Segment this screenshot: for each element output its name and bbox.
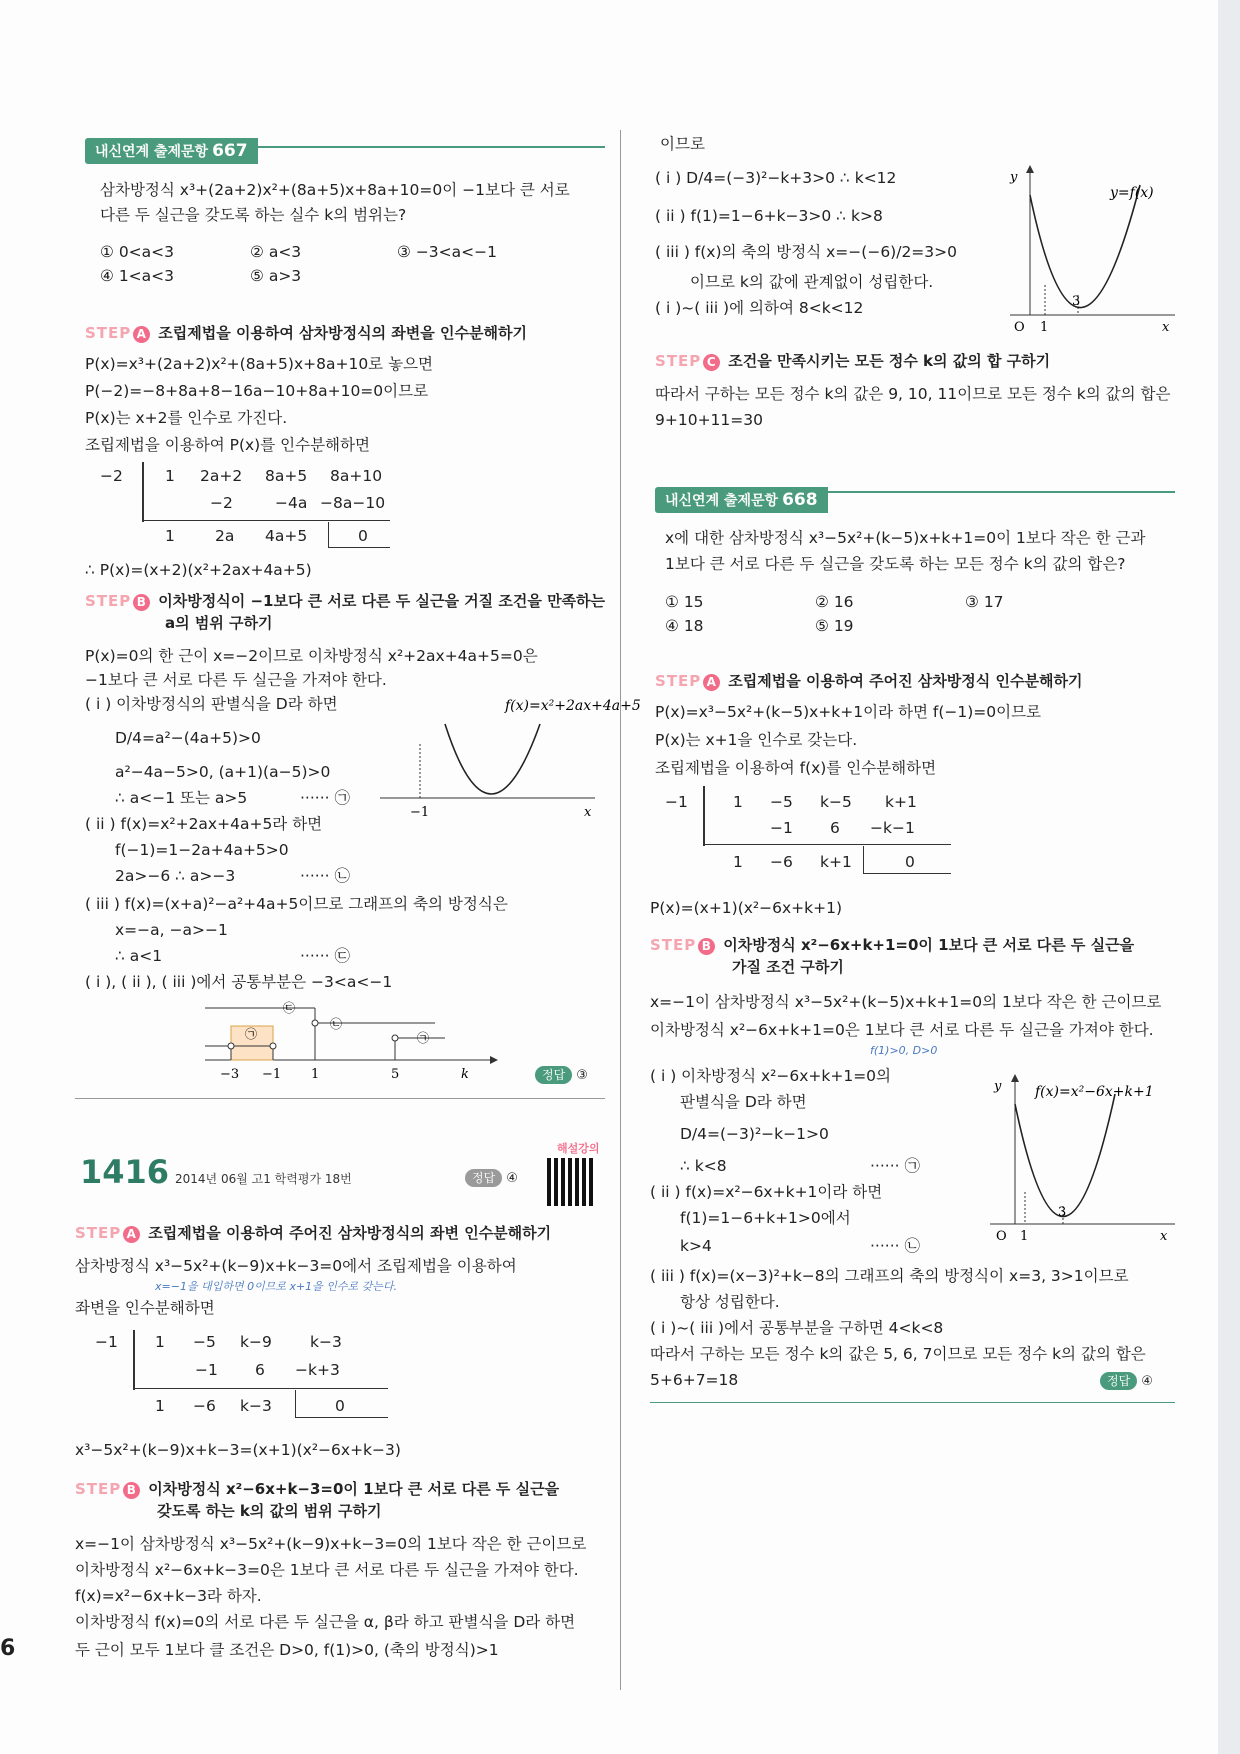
solution-line: D/4=(−3)²−k−1>0: [680, 1125, 829, 1143]
solution-line: ( i ) 이차방정식 x²−6x+k+1=0의: [650, 1067, 892, 1085]
step-a-heading: STEP A 조립제법을 이용하여 삼차방정식의 좌변을 인수분해하기: [85, 324, 527, 342]
step-title: 이차방정식이 −1보다 큰 서로 다른 두 실근을 거질 조건을 만족하는: [158, 592, 606, 610]
equation-mark: ······ ㉠: [300, 789, 350, 807]
solution-line: ( ii ) f(1)=1−6+k−3>0 ∴ k>8: [655, 207, 883, 225]
step-title: 조립제법을 이용하여 삼차방정식의 좌변을 인수분해하기: [158, 324, 527, 342]
nl-tick: −3: [220, 1067, 240, 1082]
solution-line: ∴ a<−1 또는 a>5: [115, 789, 248, 807]
step-c-heading: STEP C 조건을 만족시키는 모든 정수 k의 값의 합 구하기: [655, 352, 1051, 370]
choice: ④ 1<a<3: [100, 267, 175, 285]
choice: ③ −3<a<−1: [397, 243, 497, 261]
choice: ③ 17: [965, 593, 1004, 611]
solution-line: ∴ a<1: [115, 947, 163, 965]
solution-line: x=−1이 삼차방정식 x³−5x²+(k−9)x+k−3=0의 1보다 작은 한 근이므로: [75, 1535, 587, 1553]
solution-line: k>4: [680, 1237, 712, 1255]
graph-label: f(x)=x²+2ax+4a+5: [505, 698, 641, 714]
solution-line: P(x)는 x+2를 인수로 가진다.: [85, 409, 288, 427]
graph-axis-label: x: [1160, 1229, 1168, 1244]
graph-axis-label: y: [994, 1079, 1002, 1094]
solution-line: 항상 성립한다.: [680, 1293, 780, 1311]
solution-line: ( i ) 이차방정식의 판별식을 D라 하면: [85, 695, 338, 713]
column-divider: [620, 130, 621, 1690]
solution-line: P(−2)=−8+8a+8−16a−10+8a+10=0이므로: [85, 382, 429, 400]
solution-line: x³−5x²+(k−9)x+k−3=(x+1)(x²−6x+k−3): [75, 1441, 401, 1459]
synthetic-division: −1 1 −5 k−9 k−3 −1 6 −k+3 1 −6 k−3 0: [95, 1330, 405, 1422]
graph-origin: O: [996, 1229, 1007, 1244]
solution-line: x=−a, −a>−1: [115, 921, 228, 939]
step-b-heading: STEP B 이차방정식 x²−6x+k+1=0이 1보다 큰 서로 다른 두 실근을: [650, 936, 1135, 954]
equation-mark: ······ ㉠: [870, 1157, 920, 1175]
solution-line: 두 근이 모두 1보다 클 조건은 D>0, f(1)>0, (축의 방정식)>1: [75, 1641, 499, 1659]
solution-line: 판별식을 D라 하면: [680, 1093, 807, 1111]
synthetic-division: −2 1 2a+2 8a+5 8a+10 −2 −4a −8a−10 1 2a 4a+5 0: [100, 462, 400, 552]
nl-axis: k: [461, 1067, 469, 1082]
solution-line: f(x)=x²−6x+k−3라 하자.: [75, 1587, 262, 1605]
solution-line: ( i )~( iii )에서 공통부분을 구하면 4<k<8: [650, 1319, 944, 1337]
graph-label: f(x)=x²−6x+k+1: [1035, 1084, 1154, 1100]
nl-tick: 1: [311, 1067, 320, 1082]
answer-667: 정답 ③: [535, 1066, 588, 1084]
question-line: 삼차방정식 x³+(2a+2)x²+(8a+5)x+8a+10=0이 −1보다 큰 서로: [100, 181, 570, 199]
graph-tick: −1: [410, 805, 430, 820]
solution-line: −1보다 큰 서로 다른 두 실근을 가져야 한다.: [85, 671, 387, 689]
equation-mark: ······ ㉢: [300, 947, 350, 965]
solution-line: P(x)=x³+(2a+2)x²+(8a+5)x+8a+10로 놓으면: [85, 355, 434, 373]
solution-line: ( iii ) f(x)=(x+a)²−a²+4a+5이므로 그래프의 축의 방정식은: [85, 895, 508, 913]
step-title: 조립제법을 이용하여 주어진 삼차방정식의 좌변 인수분해하기: [148, 1224, 552, 1242]
parabola-graph: [380, 694, 641, 824]
graph-tick: 1: [1020, 1229, 1029, 1244]
solution-line: 따라서 구하는 모든 정수 k의 값은 5, 6, 7이므로 모든 정수 k의 값의 합은: [650, 1345, 1146, 1363]
solution-line: P(x)=x³−5x²+(k−5)x+k+1이라 하면 f(−1)=0이므로: [655, 703, 1042, 721]
parabola-graph: [980, 1074, 1180, 1244]
choice: ① 15: [665, 593, 704, 611]
solution-line: 5+6+7=18: [650, 1371, 739, 1389]
solution-line: 조립제법을 이용하여 f(x)를 인수분해하면: [655, 759, 937, 777]
problem-tag-667: [85, 138, 258, 164]
tag-rule: [825, 491, 1175, 493]
question-line: 다른 두 실근을 갖도록 하는 실수 k의 범위는?: [100, 206, 407, 224]
solution-line: ( i ) D/4=(−3)²−k+3>0 ∴ k<12: [655, 169, 897, 187]
solution-line: ( ii ) f(x)=x²−6x+k+1이라 하면: [650, 1183, 883, 1201]
qr-code[interactable]: [545, 1156, 597, 1208]
annotation-note: x=−1을 대입하면 0이므로 x+1을 인수로 갖는다.: [155, 1280, 398, 1293]
step-title: 조건을 만족시키는 모든 정수 k의 값의 합 구하기: [728, 352, 1051, 370]
choice: ① 0<a<3: [100, 243, 175, 261]
tag-text: 내신연계 출제문항: [95, 144, 209, 160]
graph-origin: O: [1014, 320, 1025, 335]
question-line: 1보다 큰 서로 다른 두 실근을 갖도록 하는 모든 정수 k의 값의 합은?: [665, 555, 1126, 573]
problem-source: 2014년 06월 고1 학력평가 18번: [175, 1172, 352, 1186]
equation-mark: ······ ㉡: [870, 1237, 920, 1255]
equation-mark: ······ ㉡: [300, 867, 350, 885]
nl-mark: ㉢: [283, 1001, 296, 1015]
step-title: 조립제법을 이용하여 주어진 삼차방정식 인수분해하기: [728, 672, 1083, 690]
solution-line: ∴ k<8: [680, 1157, 727, 1175]
graph-axis-label: y: [1010, 170, 1018, 185]
solution-line: f(−1)=1−2a+4a+5>0: [115, 841, 289, 859]
solution-line: ∴ P(x)=(x+2)(x²+2ax+4a+5): [85, 561, 312, 579]
parabola-graph: [1000, 165, 1180, 335]
solution-line: 이므로: [660, 135, 705, 153]
qr-label: 해설강의: [557, 1142, 600, 1155]
tag-number: 668: [782, 490, 818, 510]
solution-line: ( i )~( iii )에 의하여 8<k<12: [655, 299, 864, 317]
step-b-heading-cont: 가질 조건 구하기: [732, 958, 844, 976]
solution-line: 이차방정식 x²−6x+k−3=0은 1보다 큰 서로 다른 두 실근을 가져야 한다.: [75, 1561, 579, 1579]
solution-line: 이차방정식 x²−6x+k+1=0은 1보다 큰 서로 다른 두 실근을 가져야 한다.: [650, 1021, 1154, 1039]
tag-rule: [255, 146, 605, 148]
solution-line: D/4=a²−(4a+5)>0: [115, 729, 261, 747]
graph-tick: 1: [1040, 320, 1049, 335]
graph-tick: 3: [1058, 1205, 1067, 1220]
nl-tick: 5: [391, 1067, 400, 1082]
question-line: x에 대한 삼차방정식 x³−5x²+(k−5)x+k+1=0이 1보다 작은 한 근과: [665, 529, 1146, 547]
solution-line: ( ii ) f(x)=x²+2ax+4a+5라 하면: [85, 815, 323, 833]
step-a-heading: STEP A 조립제법을 이용하여 주어진 삼차방정식 인수분해하기: [655, 672, 1083, 690]
nl-mark: ㉠: [417, 1031, 430, 1045]
solution-line: 이차방정식 f(x)=0의 서로 다른 두 실근을 α, β라 하고 판별식을 D라 하면: [75, 1613, 576, 1631]
side-strip: [1218, 0, 1240, 1754]
page-number: 6: [0, 1636, 16, 1661]
nl-tick: −1: [262, 1067, 282, 1082]
answer-1416: 정답 ④: [465, 1169, 518, 1187]
choice: ④ 18: [665, 617, 704, 635]
solution-line: 좌변을 인수분해하면: [75, 1299, 215, 1317]
tag-text: 내신연계 출제문항: [665, 493, 779, 509]
solution-line: P(x)=0의 한 근이 x=−2이므로 이차방정식 x²+2ax+4a+5=0은: [85, 647, 538, 665]
nl-mark: ㉡: [330, 1017, 343, 1031]
step-b-heading: STEP B 이차방정식이 −1보다 큰 서로 다른 두 실근을 거질 조건을 만족하는: [85, 592, 606, 610]
problem-number: 1416: [80, 1153, 170, 1191]
graph-label: y=f(x): [1110, 185, 1154, 201]
number-line: [205, 998, 505, 1080]
choice: ⑤ 19: [815, 617, 854, 635]
graph-axis-label: x: [1162, 320, 1170, 335]
step-title: 이차방정식 x²−6x+k−3=0이 1보다 큰 서로 다른 두 실근을: [148, 1480, 560, 1498]
solution-line: 조립제법을 이용하여 P(x)를 인수분해하면: [85, 436, 370, 454]
solution-line: x=−1이 삼차방정식 x³−5x²+(k−5)x+k+1=0의 1보다 작은 한 근이므로: [650, 993, 1162, 1011]
solution-line: f(1)=1−6+k+1>0에서: [680, 1209, 851, 1227]
solution-line: 9+10+11=30: [655, 411, 763, 429]
synthetic-division: −1 1 −5 k−5 k+1 −1 6 −k−1 1 −6 k+1 0: [665, 786, 975, 878]
graph-tick: 3: [1072, 294, 1081, 309]
solution-line: ( i ), ( ii ), ( iii )에서 공통부분은 −3<a<−1: [85, 973, 393, 991]
choice: ⑤ a>3: [250, 267, 302, 285]
annotation-note: f(1)>0, D>0: [870, 1044, 938, 1057]
solution-line: P(x)는 x+1을 인수로 갖는다.: [655, 731, 858, 749]
solution-line: 따라서 구하는 모든 정수 k의 값은 9, 10, 11이므로 모든 정수 k의 값의 합은: [655, 385, 1171, 403]
tag-number: 667: [212, 141, 248, 161]
answer-668: 정답 ④: [1100, 1372, 1153, 1390]
problem-tag-668: [655, 487, 828, 513]
solution-line: ( iii ) f(x)의 축의 방정식 x=−(−6)/2=3>0: [655, 243, 958, 261]
graph-axis-label: x: [584, 805, 592, 820]
solution-line: 삼차방정식 x³−5x²+(k−9)x+k−3=0에서 조립제법을 이용하여: [75, 1257, 517, 1275]
section-rule: [650, 1402, 1175, 1403]
step-b-heading-cont: a의 범위 구하기: [165, 614, 273, 632]
step-b-heading-cont: 갖도록 하는 k의 값의 범위 구하기: [157, 1502, 382, 1520]
section-rule: [75, 1098, 605, 1099]
solution-line: a²−4a−5>0, (a+1)(a−5)>0: [115, 763, 331, 781]
solution-line: ( iii ) f(x)=(x−3)²+k−8의 그래프의 축의 방정식이 x=3, 3>1이므로: [650, 1267, 1129, 1285]
nl-mark: ㉠: [245, 1027, 258, 1041]
step-title: 이차방정식 x²−6x+k+1=0이 1보다 큰 서로 다른 두 실근을: [723, 936, 1135, 954]
choice: ② 16: [815, 593, 854, 611]
solution-line: 2a>−6 ∴ a>−3: [115, 867, 236, 885]
solution-line: P(x)=(x+1)(x²−6x+k+1): [650, 899, 843, 917]
step-b-heading: STEP B 이차방정식 x²−6x+k−3=0이 1보다 큰 서로 다른 두 실근을: [75, 1480, 560, 1498]
step-a-heading: STEP A 조립제법을 이용하여 주어진 삼차방정식의 좌변 인수분해하기: [75, 1224, 552, 1242]
choice: ② a<3: [250, 243, 302, 261]
solution-line: 이므로 k의 값에 관계없이 성립한다.: [690, 273, 934, 291]
